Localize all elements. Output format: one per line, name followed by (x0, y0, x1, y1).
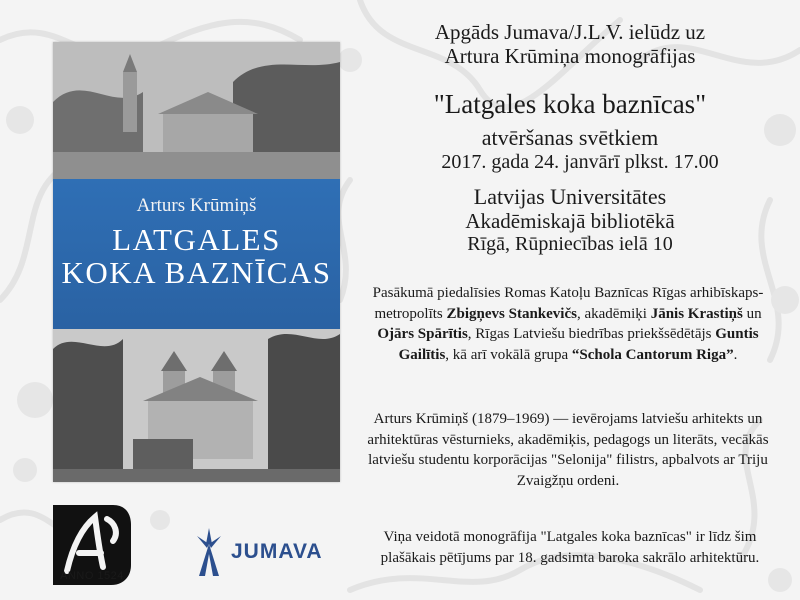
monograph-paragraph: Viņa veidotā monogrāfija "Latgales koka baznīcas" ir līdz šim plašākais pētījums par 18. gadsimta baroka sakrālo arhitektūru. (380, 529, 760, 566)
venue (370, 184, 770, 256)
cover-title-line-1: LATGALES (112, 222, 281, 257)
biography-paragraph: Arturs Krūmiņš (1879–1969) — ievērojams latviešu arhitekts un arhitektūras vēsturnieks, akadēmiķis, pedagogs un literāts, vecākās latviešu studentu korporācijas "Selonija" filistrs, apbalvots ar Triju Zvaigžņu ordeni. (367, 411, 769, 489)
invitation-line-2: Artura Krūmiņa monogrāfijas (444, 44, 696, 68)
participants-paragraph: Pasākumā piedalīsies Romas Katoļu Baznīcas Rīgas arhibīskaps-metropolīts Zbigņevs Stankevičs, akadēmiķi Jānis Krastiņš un Ojārs Spārītis, Rīgas Latviešu biedrības priekšsēdētājs Guntis Gailītis, kā arī vokālā grupa “Schola Cantorum Riga”. (372, 285, 764, 363)
anno-1524-text: ANNO 1524 (60, 570, 124, 582)
venue-line-1: Latvijas Universitātes (473, 184, 667, 209)
participant-name: Jānis Krastiņš (650, 305, 743, 322)
participant-name: “Schola Cantorum Riga” (571, 346, 734, 363)
participant-name: Guntis Gailītis (398, 326, 759, 363)
participant-name: Ojārs Spārītis (377, 326, 468, 342)
book-cover (53, 42, 340, 482)
jumava-logo-text: JUMAVA (231, 540, 323, 563)
cover-church-etching-top (53, 42, 340, 179)
invitation-line-1: Apgāds Jumava/J.L.V. ielūdz uz (434, 20, 706, 44)
cover-title-band (53, 179, 340, 329)
event-datetime: 2017. gada 24. janvārī plkst. 17.00 (441, 151, 719, 173)
cover-author: Arturs Krūmiņš (136, 195, 257, 216)
venue-line-2: Akadēmiskajā bibliotēkā (465, 209, 675, 233)
jumava-windmill-icon (193, 524, 225, 576)
venue-line-3: Rīgā, Rūpniecības ielā 10 (467, 233, 673, 255)
celebration-text: atvēršanas svētkiem (481, 125, 659, 150)
cover-title-line-2: KOKA BAZNĪCAS (61, 255, 332, 290)
book-title: "Latgales koka baznīcas" (433, 89, 707, 119)
participant-name: Zbigņevs Stankevičs (446, 305, 577, 322)
cover-church-photo-bottom (53, 329, 340, 482)
invitation-header (370, 20, 770, 68)
